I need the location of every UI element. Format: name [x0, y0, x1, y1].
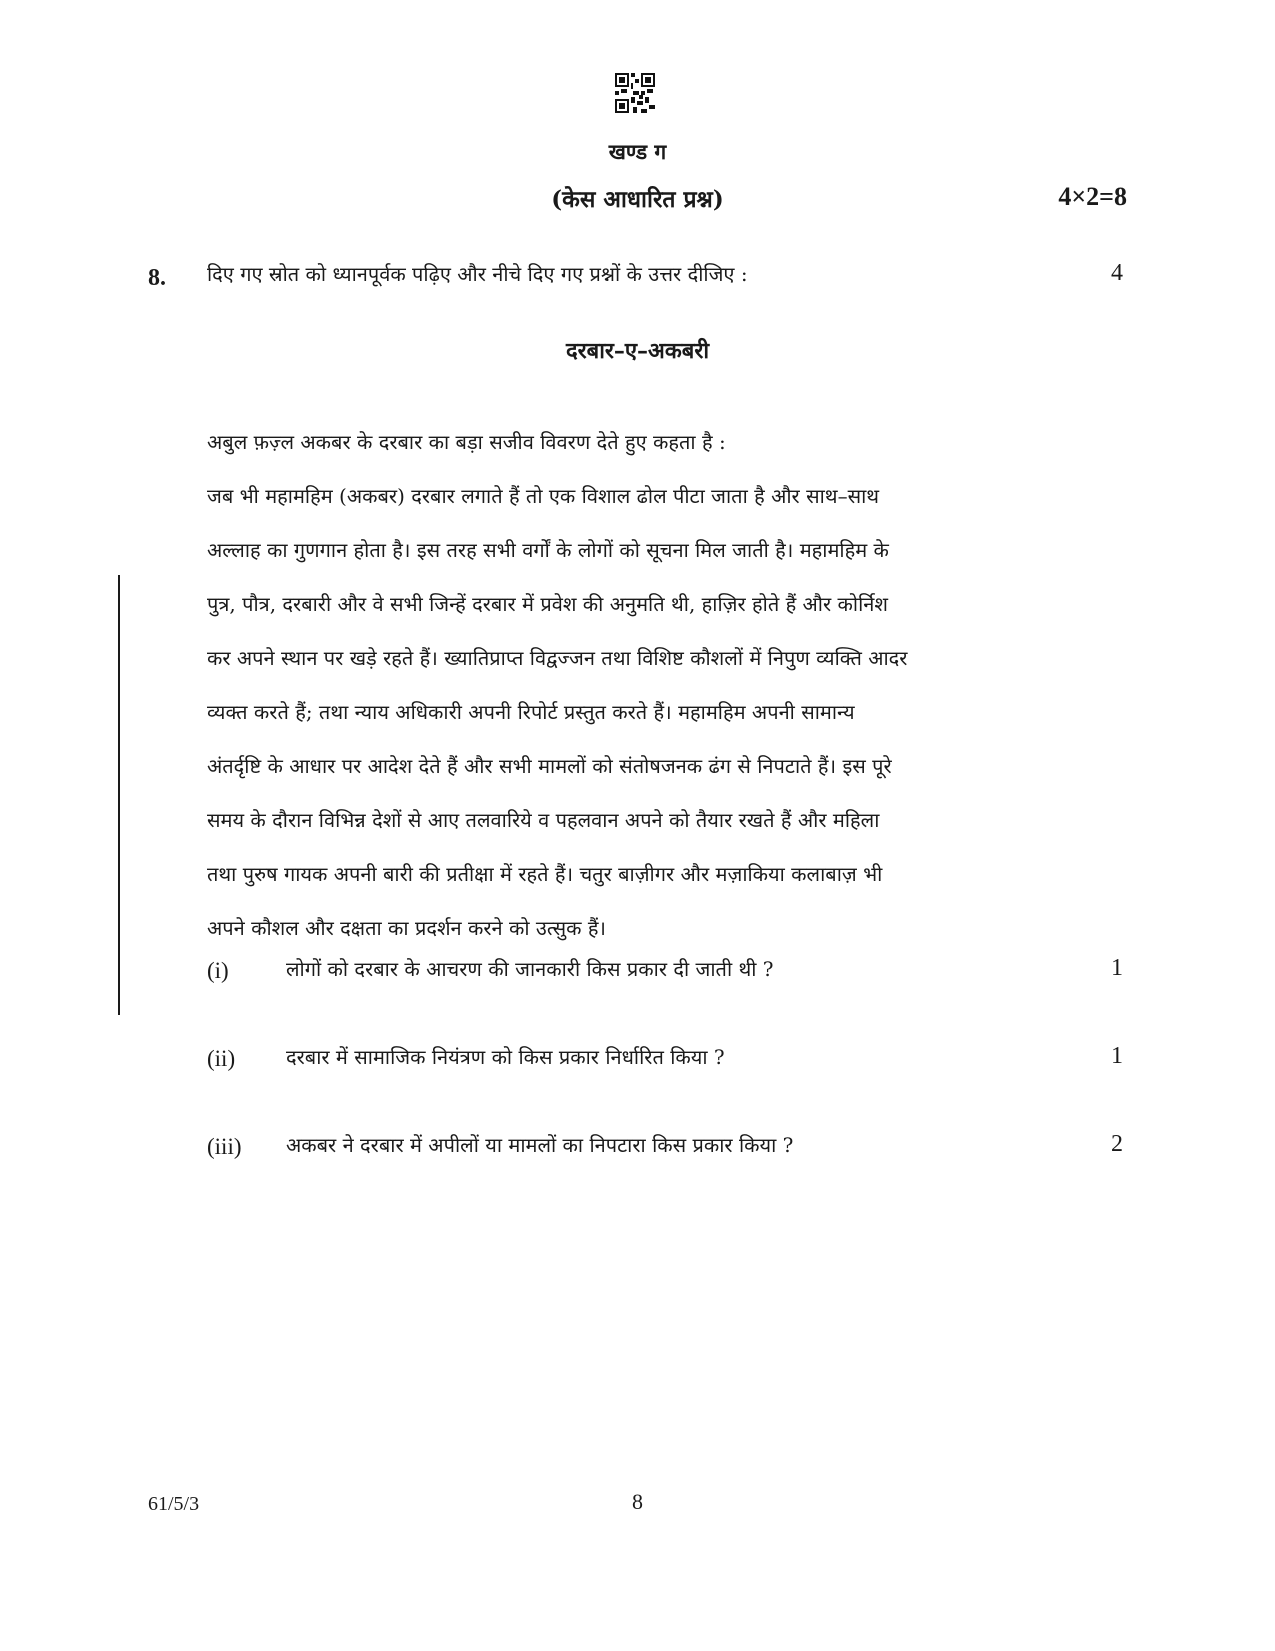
- qr-code-icon: [615, 73, 655, 113]
- section-subtitle: (केस आधारित प्रश्न): [551, 186, 724, 213]
- section-title: खण्ड ग: [608, 139, 667, 164]
- question-marks: 4: [1111, 260, 1123, 286]
- margin-line: [118, 575, 120, 1015]
- source-title: दरबार–ए–अकबरी: [565, 338, 710, 364]
- passage-line: तथा पुरुष गायक अपनी बारी की प्रतीक्षा में रहते हैं। चतुर बाज़ीगर और मज़ाकिया कलाबाज़ भी: [207, 862, 883, 886]
- paper-code: 61/5/3: [148, 1493, 200, 1515]
- question-number: 8.: [148, 265, 166, 291]
- subquestion-text: लोगों को दरबार के आचरण की जानकारी किस प्रकार दी जाती थी ?: [286, 957, 774, 981]
- passage-line: अल्लाह का गुणगान होता है। इस तरह सभी वर्गों के लोगों को सूचना मिल जाती है। महामहिम के: [207, 538, 889, 562]
- passage-line: अबुल फ़ज़्ल अकबर के दरबार का बड़ा सजीव विवरण देते हुए कहता है :: [207, 430, 726, 454]
- subquestion-text: दरबार में सामाजिक नियंत्रण को किस प्रकार निर्धारित किया ?: [286, 1045, 725, 1069]
- passage-line: पुत्र, पौत्र, दरबारी और वे सभी जिन्हें दरबार में प्रवेश की अनुमति थी, हाज़िर होते हैं और कोर्निश: [207, 592, 888, 616]
- passage-line: अंतर्दृष्टि के आधार पर आदेश देते हैं और सभी मामलों को संतोषजनक ढंग से निपटाते हैं। इस पूरे: [207, 754, 892, 778]
- passage-line: व्यक्त करते हैं; तथा न्याय अधिकारी अपनी रिपोर्ट प्रस्तुत करते हैं। महामहिम अपनी सामान्य: [207, 700, 855, 724]
- subquestion-text: अकबर ने दरबार में अपीलों या मामलों का निपटारा किस प्रकार किया ?: [286, 1133, 794, 1157]
- section-marks: 4×2=8: [1058, 182, 1127, 211]
- passage-line: कर अपने स्थान पर खड़े रहते हैं। ख्यातिप्राप्त विद्वज्जन तथा विशिष्ट कौशलों में निपुण व्यक्ति आदर: [207, 646, 908, 670]
- subquestion-number: (ii): [207, 1046, 236, 1071]
- source-passage: [207, 415, 1017, 955]
- page-number: 8: [632, 1489, 643, 1514]
- subquestion-marks: 2: [1111, 1131, 1123, 1157]
- subquestion-number: (iii): [207, 1134, 242, 1159]
- subquestion-marks: 1: [1111, 955, 1123, 981]
- question-instruction: दिए गए स्रोत को ध्यानपूर्वक पढ़िए और नीचे दिए गए प्रश्नों के उत्तर दीजिए :: [207, 262, 748, 286]
- passage-line: समय के दौरान विभिन्न देशों से आए तलवारिये व पहलवान अपने को तैयार रखते हैं और महिला: [207, 808, 880, 832]
- subquestion-number: (i): [207, 958, 229, 983]
- subquestion-marks: 1: [1111, 1043, 1123, 1069]
- passage-line: जब भी महामहिम (अकबर) दरबार लगाते हैं तो एक विशाल ढोल पीटा जाता है और साथ–साथ: [207, 484, 880, 508]
- passage-line: अपने कौशल और दक्षता का प्रदर्शन करने को उत्सुक हैं।: [207, 916, 607, 940]
